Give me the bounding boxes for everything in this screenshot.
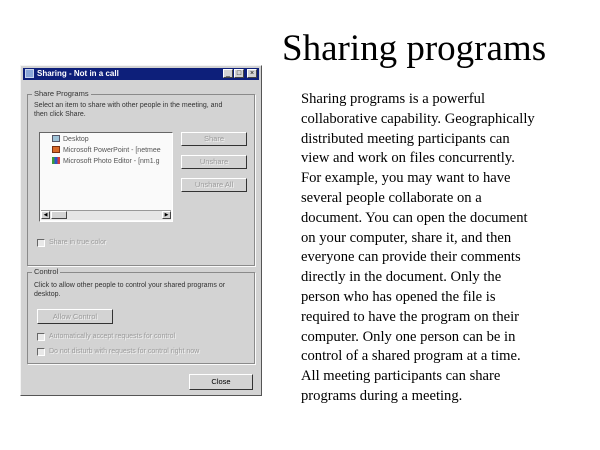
slide-title: Sharing programs bbox=[282, 28, 547, 69]
control-description bbox=[34, 281, 225, 299]
allow-control-button[interactable]: Allow Control bbox=[37, 309, 113, 324]
unshare-all-button[interactable]: Unshare All bbox=[181, 178, 247, 192]
list-item-photo-editor[interactable] bbox=[52, 157, 159, 167]
body-line: view and work on files concurrently. bbox=[301, 150, 515, 167]
scroll-right-arrow-icon[interactable]: ▶ bbox=[162, 211, 171, 219]
body-line: person who has opened the file is bbox=[301, 288, 496, 305]
slide-body-text bbox=[301, 90, 593, 407]
body-line: programs during a meeting. bbox=[301, 387, 463, 404]
body-line: on your computer, share it, and then bbox=[301, 229, 512, 246]
minimize-button[interactable]: _ bbox=[223, 69, 233, 78]
powerpoint-icon bbox=[52, 146, 60, 153]
auto-accept-label: Automatically accept requests for control bbox=[49, 333, 176, 340]
dialog-titlebar[interactable] bbox=[23, 68, 259, 80]
list-item-powerpoint[interactable] bbox=[52, 146, 161, 156]
list-item-label: Microsoft Photo Editor - [nm1.g bbox=[63, 158, 160, 165]
body-line: everyone can provide their comments bbox=[301, 249, 521, 266]
body-line: For example, you may want to have bbox=[301, 170, 511, 187]
true-color-checkbox[interactable] bbox=[37, 239, 45, 247]
body-line: All meeting participants can share bbox=[301, 368, 501, 385]
description-line: then click Share. bbox=[34, 111, 86, 118]
body-line: computer. Only one person can be in bbox=[301, 328, 516, 345]
body-line: control of a shared program at a time. bbox=[301, 348, 521, 365]
scroll-left-arrow-icon[interactable]: ◀ bbox=[41, 211, 50, 219]
maximize-button[interactable]: □ bbox=[234, 69, 244, 78]
scrollbar-thumb[interactable] bbox=[51, 211, 67, 219]
share-button[interactable]: Share bbox=[181, 132, 247, 146]
body-line: distributed meeting participants can bbox=[301, 130, 510, 147]
share-programs-label: Share Programs bbox=[34, 89, 89, 98]
description-line: Select an item to share with other people in the meeting, and bbox=[34, 102, 223, 109]
description-line: Click to allow other people to control your shared programs or bbox=[34, 282, 226, 289]
control-label: Control bbox=[34, 267, 59, 276]
dialog-title: Sharing - Not in a call bbox=[37, 69, 119, 78]
body-line: required to have the program on their bbox=[301, 308, 520, 325]
share-programs-description bbox=[34, 101, 222, 119]
close-button[interactable]: Close bbox=[189, 374, 253, 390]
list-item-desktop[interactable] bbox=[52, 135, 89, 145]
sharing-app-icon bbox=[25, 69, 34, 78]
photo-editor-icon bbox=[52, 157, 60, 164]
do-not-disturb-label: Do not disturb with requests for control right now bbox=[49, 348, 200, 355]
body-line: document. You can open the document bbox=[301, 209, 528, 226]
do-not-disturb-checkbox[interactable] bbox=[37, 348, 45, 356]
body-line: collaborative capability. Geographically bbox=[301, 110, 535, 127]
description-line: desktop. bbox=[34, 291, 61, 298]
shareable-programs-list[interactable] bbox=[39, 132, 173, 222]
horizontal-scrollbar[interactable] bbox=[41, 210, 171, 220]
body-line: directly in the document. Only the bbox=[301, 269, 502, 286]
true-color-label: Share in true color bbox=[49, 239, 107, 246]
unshare-button[interactable]: Unshare bbox=[181, 155, 247, 169]
list-item-label: Microsoft PowerPoint - [netmee bbox=[63, 147, 161, 154]
body-line: Sharing programs is a powerful bbox=[301, 91, 486, 107]
desktop-icon bbox=[52, 135, 60, 142]
body-line: several people collaborate on a bbox=[301, 189, 482, 206]
sharing-dialog bbox=[20, 65, 262, 396]
list-item-label: Desktop bbox=[63, 136, 89, 143]
close-window-button[interactable]: × bbox=[247, 69, 257, 78]
auto-accept-checkbox[interactable] bbox=[37, 333, 45, 341]
